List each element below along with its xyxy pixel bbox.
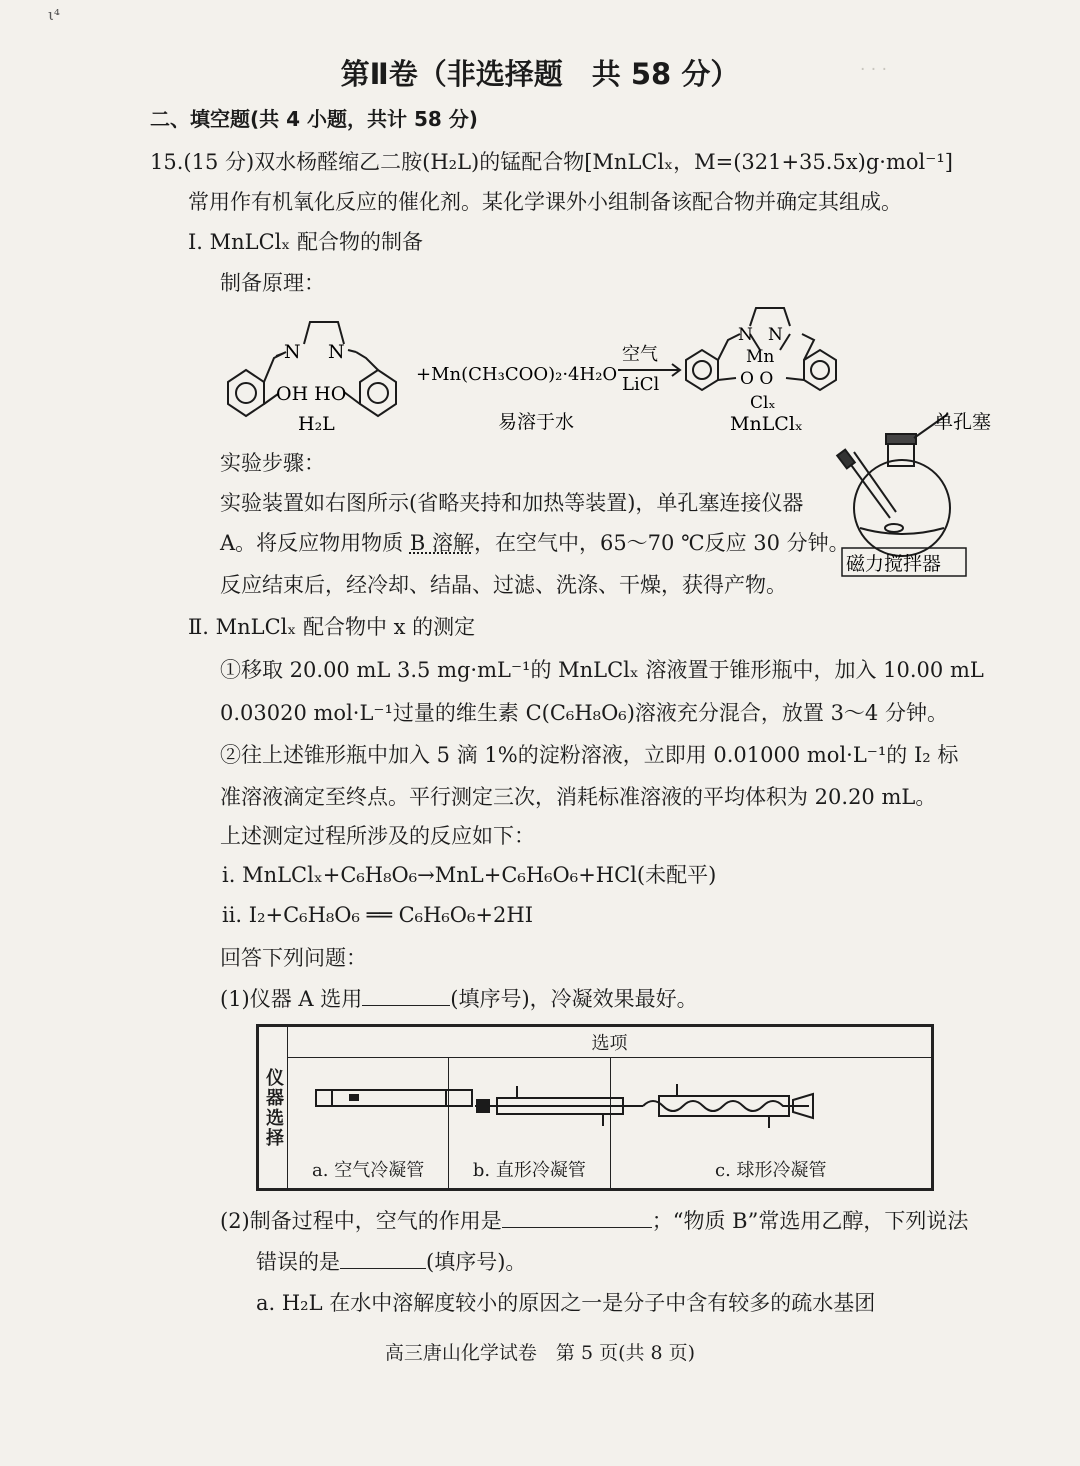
arrow-top-label: 空气	[622, 344, 658, 365]
measure-line3: ②往上述锥形瓶中加入 5 滴 1%的淀粉溶液，立即用 0.01000 mol·L⁻¹的 I₂ 标	[220, 743, 959, 767]
step-line2-a: A。将反应物用物质	[220, 531, 410, 555]
answer-blank-2[interactable]	[502, 1207, 652, 1228]
steps-title: 实验步骤：	[220, 451, 325, 475]
side-tube	[846, 458, 890, 518]
sub2-text-a: (2)制备过程中，空气的作用是	[220, 1209, 502, 1233]
product-label: MnLClₓ	[730, 413, 803, 435]
answer-blank-1[interactable]	[362, 985, 450, 1006]
page-title: 第Ⅱ卷（非选择题 共 58 分）	[340, 57, 740, 91]
reaction-scheme	[210, 300, 850, 440]
apparatus-diagram	[820, 400, 1020, 580]
option-a-statement: a. H₂L 在水中溶解度较小的原因之一是分子中含有较多的疏水基团	[256, 1291, 876, 1315]
step-line2	[220, 530, 850, 556]
n-left: N	[284, 341, 301, 363]
section-heading: 二、填空题(共 4 小题，共计 58 分)	[150, 107, 478, 131]
sub2-text-c: 错误的是	[256, 1250, 340, 1274]
step-line1: 实验装置如右图所示(省略夹持和加热等装置)，单孔塞连接仪器	[220, 491, 804, 515]
instrument-options-table	[256, 1024, 934, 1191]
sub1-text-a: (1)仪器 A 选用	[220, 987, 363, 1011]
part1-title: Ⅰ. MnLClₓ 配合物的制备	[188, 230, 423, 254]
stirrer-label: 磁力搅拌器	[846, 553, 942, 575]
sub2-text-d: (填序号)。	[426, 1250, 527, 1274]
option-c-cell[interactable]	[610, 1058, 933, 1190]
step-line2-c: ，在空气中，65～70 ℃反应 30 分钟。	[473, 531, 850, 555]
bleed-through: · · ·	[860, 60, 888, 80]
single-hole-stopper	[886, 434, 916, 444]
step-line3: 反应结束后，经冷却、结晶、过滤、洗涤、干燥，获得产物。	[220, 573, 787, 597]
arrow-bottom-label: LiCl	[622, 374, 660, 395]
sub-question-1	[220, 985, 698, 1012]
option-b-label: b. 直形冷凝管	[472, 1160, 586, 1181]
reagent: +Mn(CH₃COO)₂·4H₂O	[416, 364, 618, 385]
product-cl: Clₓ	[750, 393, 776, 413]
table-header: 选项	[288, 1026, 933, 1058]
product-mn: Mn	[746, 347, 775, 367]
product-ring-right	[804, 350, 836, 390]
product-n-left: N	[738, 325, 753, 345]
reagent-note: 易溶于水	[498, 411, 575, 433]
page-footer: 高三唐山化学试卷 第 5 页(共 8 页)	[384, 1342, 696, 1364]
substance-b-emphasis: B 溶解	[409, 531, 474, 555]
stopper-label: 单孔塞	[934, 411, 992, 433]
sub2-text-b: ；“物质 B”常选用乙醇，下列说法	[651, 1209, 969, 1233]
sub-question-2-cont	[256, 1248, 526, 1275]
q15-line1: 15.(15 分)双水杨醛缩乙二胺(H₂L)的锰配合物[MnLClₓ，M=(321+35.5x)g·mol⁻¹]	[150, 150, 953, 174]
principle-label: 制备原理：	[220, 271, 325, 295]
reaction-i: ⅰ. MnLClₓ+C₆H₈O₆→MnL+C₆H₆O₆+HCl(未配平)	[222, 863, 717, 887]
part2-title: Ⅱ. MnLClₓ 配合物中 x 的测定	[188, 615, 476, 639]
bulb-condenser-icon	[629, 1080, 819, 1130]
measure-line1: ①移取 20.00 mL 3.5 mg·mL⁻¹的 MnLClₓ 溶液置于锥形瓶中，加入 10.00 mL	[220, 658, 984, 682]
product-ring-left	[686, 350, 718, 390]
sub1-text-b: (填序号)，冷凝效果最好。	[450, 987, 698, 1011]
benzene-ring-left	[228, 370, 264, 416]
round-bottom-flask	[854, 460, 950, 556]
option-a-cell[interactable]	[288, 1058, 449, 1190]
answer-blank-3[interactable]	[340, 1248, 426, 1269]
n-right: N	[328, 341, 345, 363]
corner-mark: ι⁴	[48, 6, 60, 24]
measure-line2: 0.03020 mol·L⁻¹过量的维生素 C(C₆H₈O₆)溶液充分混合，放置 3～4 分钟。	[220, 701, 948, 725]
q15-line2: 常用作有机氧化反应的催化剂。某化学课外小组制备该配合物并确定其组成。	[188, 190, 902, 214]
product-o: O O	[740, 369, 774, 389]
option-c-label: c. 球形冷凝管	[714, 1160, 827, 1181]
measure-line4: 准溶液滴定至终点。平行测定三次，消耗标准溶液的平均体积为 20.20 mL。	[220, 785, 937, 809]
sub-question-2	[220, 1207, 968, 1234]
option-b-cell[interactable]	[449, 1058, 610, 1190]
table-row-label: 仪器选择	[258, 1026, 288, 1190]
reactant-label: H₂L	[298, 413, 335, 435]
reaction-ii: ⅱ. I₂+C₆H₈O₆ ══ C₆H₆O₆+2HI	[222, 903, 534, 927]
answer-prompt: 回答下列问题：	[220, 946, 367, 970]
product-n-right: N	[768, 325, 783, 345]
measure-line5: 上述测定过程所涉及的反应如下：	[220, 824, 535, 848]
benzene-ring-right	[360, 370, 396, 416]
reactant-oh: OH HO	[276, 383, 347, 405]
option-a-label: a. 空气冷凝管	[312, 1160, 425, 1181]
